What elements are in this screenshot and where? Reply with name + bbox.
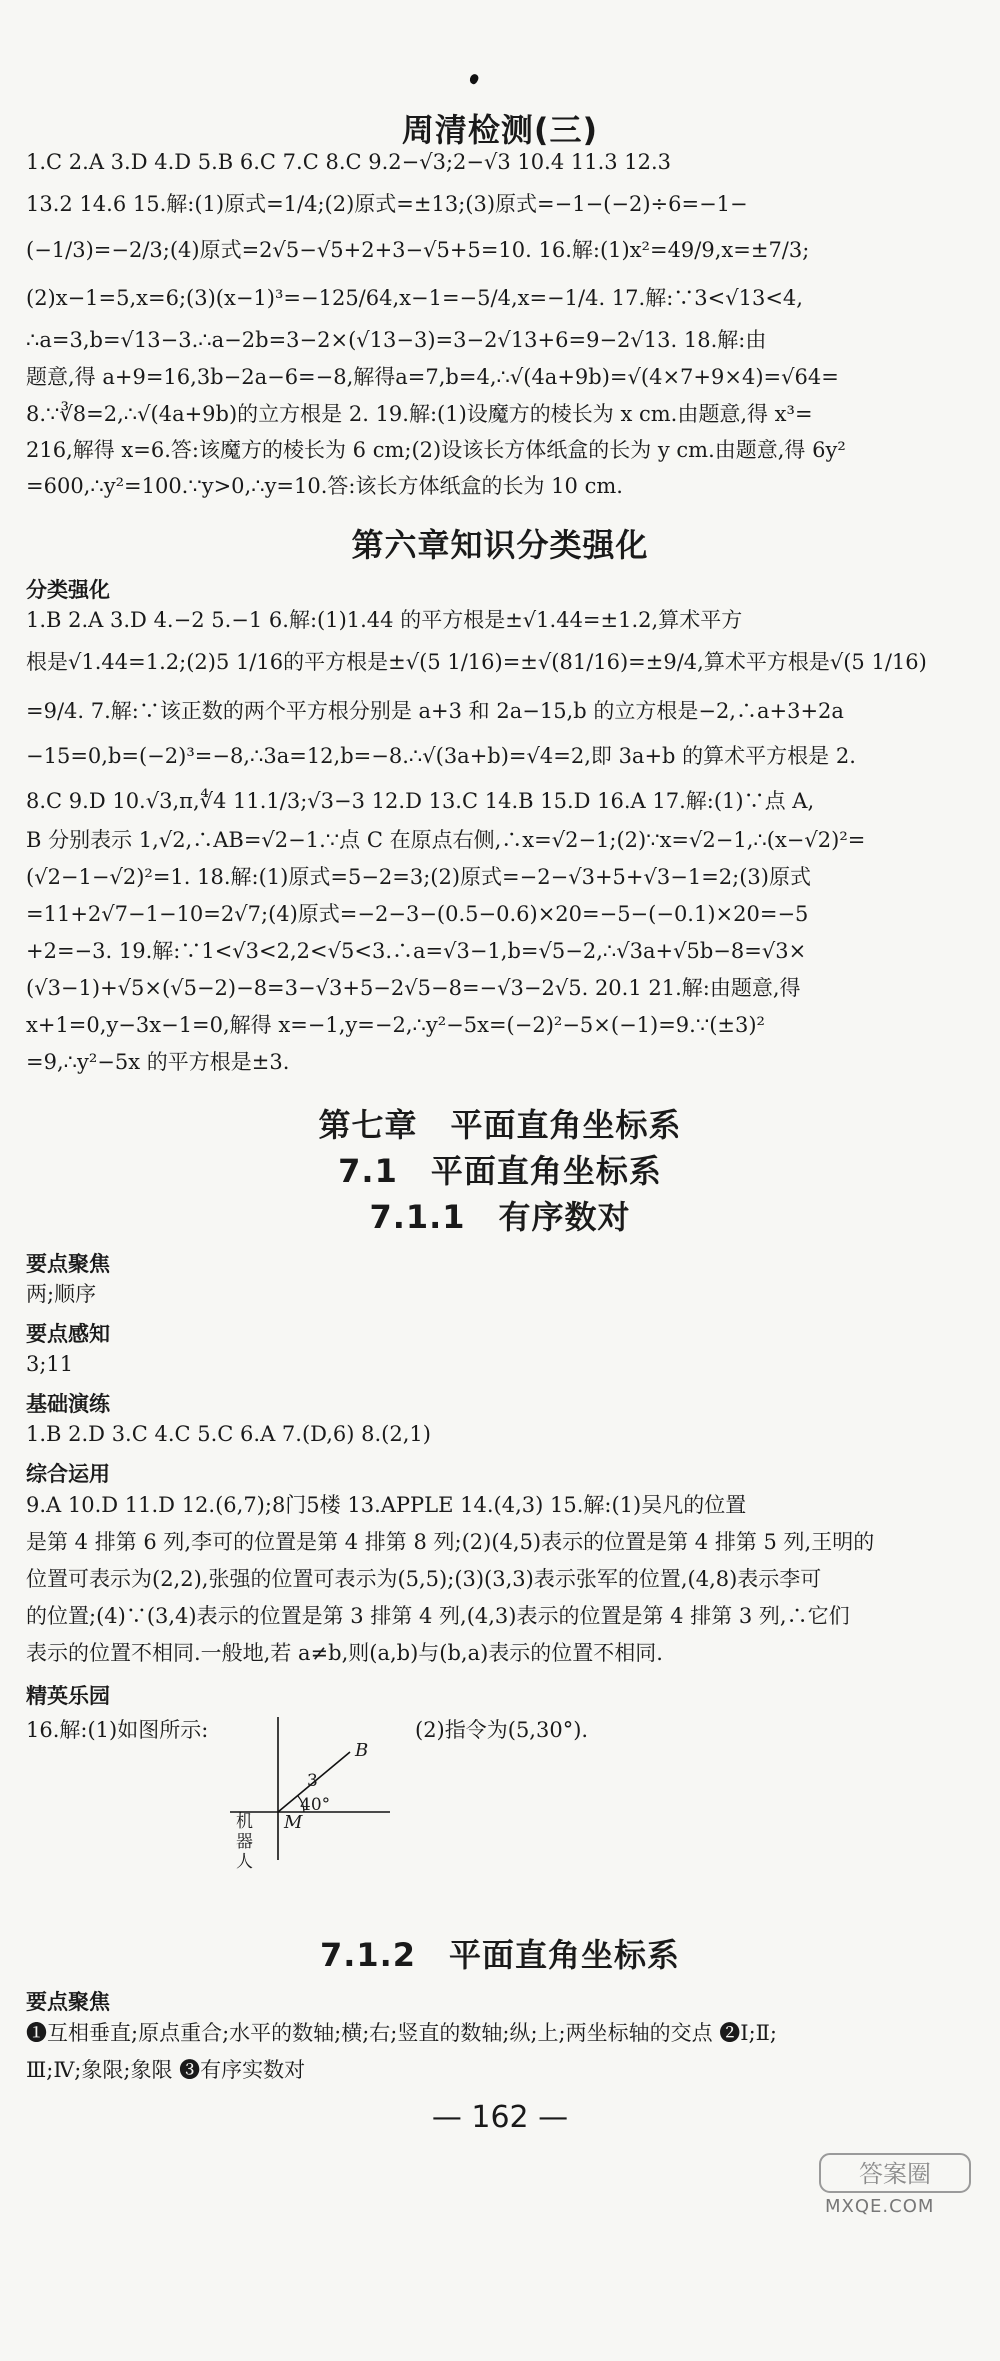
text-line: 位置可表示为(2,2),张强的位置可表示为(5,5);(3)(3,3)表示张军的位置,(4,8)表示李可 [26,1567,822,1591]
text-line: −15=0,b=(−2)³=−8,∴3a=12,b=−8.∴√(3a+b)=√4=2,即 3a+b 的算术平方根是 2. [26,744,856,768]
robot-label: 机器人 [236,1812,253,1872]
text-line: 3;11 [26,1352,74,1376]
subhead-ganzhi: 要点感知 [26,1322,110,1346]
text-line: ❶互相垂直;原点重合;水平的数轴;横;右;竖直的数轴;纵;上;两坐标轴的交点 ❷Ⅰ;Ⅱ; [26,2021,777,2045]
text-line: =9,∴y²−5x 的平方根是±3. [26,1050,290,1074]
point-b-label: B [355,1740,369,1761]
text-line: B 分别表示 1,√2,∴AB=√2−1.∵点 C 在原点右侧,∴x=√2−1;(2)∵x=√2−1,∴(x−√2)²= [26,828,866,852]
subhead-fenlei: 分类强化 [26,578,110,602]
text-line: 是第 4 排第 6 列,李可的位置是第 4 排第 8 列;(2)(4,5)表示的位置是第 4 排第 5 列,王明的 [26,1530,875,1554]
subhead-jingying: 精英乐园 [26,1684,110,1708]
distance-label: 3 [307,1771,318,1791]
watermark-site: MXQE.COM [825,2196,935,2217]
text-line: =600,∴y²=100.∵y>0,∴y=10.答:该长方体纸盒的长为 10 cm. [26,474,623,498]
watermark-logo-text: 答案圈 [859,2160,931,2188]
text-line: +2=−3. 19.解:∵1<√3<2,2<√5<3.∴a=√3−1,b=√5−2,∴√3a+√5b−8=√3× [26,939,807,963]
text-line: 9.A 10.D 11.D 12.(6,7);8门5楼 13.APPLE 14.(4,3) 15.解:(1)吴凡的位置 [26,1493,747,1517]
text-line: 8.C 9.D 10.√3,π,∜4 11.1/3;√3−3 12.D 13.C 14.B 15.D 16.A 17.解:(1)∵点 A, [26,789,815,813]
text-line: 的位置;(4)∵(3,4)表示的位置是第 3 排第 4 列,(4,3)表示的位置是第 4 排第 3 列,∴它们 [26,1604,850,1628]
text-line: 16.解:(1)如图所示: [26,1718,209,1742]
title-chapter6: 第六章知识分类强化 [351,526,649,564]
text-line: (−1/3)=−2/3;(4)原式=2√5−√5+2+3−√5+5=10. 16.解:(1)x²=49/9,x=±7/3; [26,238,810,262]
text-line: 8.∵∛8=2,∴√(4a+9b)的立方根是 2. 19.解:(1)设魔方的棱长为 x cm.由题意,得 x³= [26,402,813,426]
text-line: (√3−1)+√5×(√5−2)−8=3−√3+5−2√5−8=−√3−2√5. 20.1 21.解:由题意,得 [26,976,801,1000]
text-line: 1.B 2.A 3.D 4.−2 5.−1 6.解:(1)1.44 的平方根是±√1.44=±1.2,算术平方 [26,608,743,632]
text-line: 表示的位置不相同.一般地,若 a≠b,则(a,b)与(b,a)表示的位置不相同. [26,1641,663,1665]
text-line: 题意,得 a+9=16,3b−2a−6=−8,解得a=7,b=4,∴√(4a+9b)=√(4×7+9×4)=√64= [26,365,839,389]
point-m-label: M [284,1812,303,1833]
text-line: 1.C 2.A 3.D 4.D 5.B 6.C 7.C 8.C 9.2−√3;2−√3 10.4 11.3 12.3 [26,150,672,174]
text-line: 13.2 14.6 15.解:(1)原式=1/4;(2)原式=±13;(3)原式=−1−(−2)÷6=−1− [26,192,748,216]
subhead-zonghe: 综合运用 [26,1462,110,1486]
title-section-7-1-2: 7.1.2 平面直角坐标系 [319,1936,681,1974]
title-weekly-test: 周清检测(三) [401,111,599,149]
subhead-yaodian-2: 要点聚焦 [26,1990,110,2014]
text-line: =9/4. 7.解:∵该正数的两个平方根分别是 a+3 和 2a−15,b 的立方根是−2,∴a+3+2a [26,699,844,723]
text-line: (2)x−1=5,x=6;(3)(x−1)³=−125/64,x−1=−5/4,x=−1/4. 17.解:∵3<√13<4, [26,286,803,310]
text-line: 216,解得 x=6.答:该魔方的棱长为 6 cm;(2)设该长方体纸盒的长为 y cm.由题意,得 6y² [26,438,846,462]
text-line: 根是√1.44=1.2;(2)5 1/16的平方根是±√(5 1/16)=±√(81/16)=±9/4,算术平方根是√(5 1/16) [26,650,927,674]
text-line: (√2−1−√2)²=1. 18.解:(1)原式=5−2=3;(2)原式=−2−√3+5+√3−1=2;(3)原式 [26,865,811,889]
command-answer: (2)指令为(5,30°). [415,1718,589,1742]
text-line: =11+2√7−1−10=2√7;(4)原式=−2−3−(0.5−0.6)×20=−5−(−0.1)×20=−5 [26,902,809,926]
text-line: ∴a=3,b=√13−3.∴a−2b=3−2×(√13−3)=3−2√13+6=9−2√13. 18.解:由 [26,328,767,352]
subhead-jichu: 基础演练 [26,1392,110,1416]
title-section-7-1-1: 7.1.1 有序数对 [369,1198,631,1236]
text-line: x+1=0,y−3x−1=0,解得 x=−1,y=−2,∴y²−5x=(−2)²−5×(−1)=9.∵(±3)² [26,1013,765,1037]
text-line: 1.B 2.D 3.C 4.C 5.C 6.A 7.(D,6) 8.(2,1) [26,1422,431,1446]
page-number: — 162 — [431,2100,569,2135]
ink-dot [468,73,480,86]
subhead-yaodian: 要点聚焦 [26,1252,110,1276]
title-chapter7: 第七章 平面直角坐标系 [318,1106,682,1144]
text-line: 两;顺序 [26,1282,97,1306]
title-section-7-1: 7.1 平面直角坐标系 [338,1152,662,1190]
text-line: Ⅲ;Ⅳ;象限;象限 ❸有序实数对 [26,2058,306,2082]
angle-label: 40° [300,1795,331,1815]
